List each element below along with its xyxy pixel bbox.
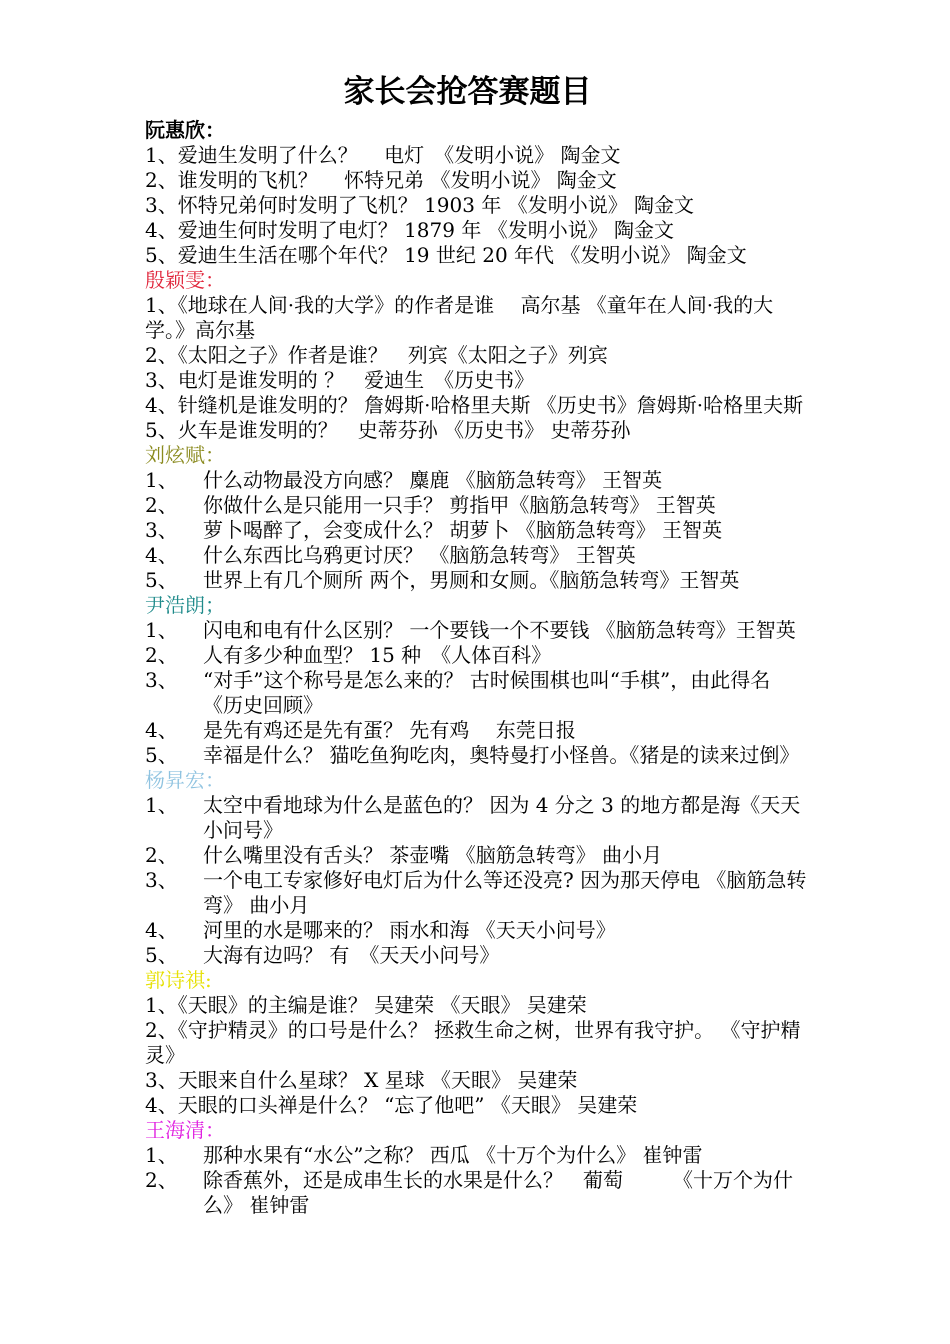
question-number: 1、 [145, 1143, 178, 1167]
section [145, 593, 810, 768]
question-item [145, 543, 810, 568]
question-item: 4、爱迪生何时发明了电灯？ 1879 年 《发明小说》 陶金文 [145, 218, 675, 242]
question-number: 1、 [145, 468, 178, 492]
question-number: 4、 [145, 543, 178, 567]
section [145, 768, 810, 968]
question-number: 2、 [145, 843, 178, 867]
question-text: 人有多少种血型？ 15 种 《人体百科》 [203, 643, 552, 667]
question-item: 4、针缝机是谁发明的？ 詹姆斯·哈格里夫斯 《历史书》詹姆斯·哈格里夫斯 [145, 393, 804, 417]
section-name: 阮惠欣： [145, 118, 225, 142]
question-text: 你做什么是只能用一只手？ 剪指甲《脑筋急转弯》 王智英 [203, 493, 716, 517]
question-item [145, 918, 810, 943]
question-item: 3、怀特兄弟何时发明了飞机？ 1903 年 《发明小说》 陶金文 [145, 193, 695, 217]
question-text: “对手”这个称号是怎么来的？ 古时候围棋也叫“手棋”，由此得名 《历史回顾》 [203, 668, 791, 717]
question-number: 3、 [145, 668, 178, 692]
section-name: 郭诗祺: [145, 968, 212, 992]
question-number: 5、 [145, 568, 178, 592]
question-number: 1、 [145, 793, 178, 817]
question-text: 什么嘴里没有舌头？ 茶壶嘴 《脑筋急转弯》 曲小月 [203, 843, 663, 867]
question-item: 2、《守护精灵》的口号是什么？ 拯救生命之树，世界有我守护。 《守护精灵》 [145, 1018, 801, 1067]
question-number: 3、 [145, 868, 178, 892]
question-text: 那种水果有“水公”之称？ 西瓜 《十万个为什么》 崔钟雷 [203, 1143, 703, 1167]
document-title: 家长会抢答赛题目 [343, 74, 592, 110]
question-text: 太空中看地球为什么是蓝色的？ 因为 4 分之 3 的地方都是海《天天小问号》 [203, 793, 801, 842]
question-item [145, 568, 810, 593]
question-item: 1、《天眼》的主编是谁？ 吴建荣 《天眼》 吴建荣 [145, 993, 587, 1017]
section-name: 殷颖雯： [145, 268, 225, 292]
question-text: 除香蕉外，还是成串生长的水果是什么？ 葡萄 《十万个为什么》 崔钟雷 [203, 1168, 793, 1217]
question-number: 5、 [145, 743, 178, 767]
sections-container [145, 118, 810, 1218]
question-number: 5、 [145, 943, 178, 967]
question-number: 3、 [145, 518, 178, 542]
question-number: 2、 [145, 1168, 178, 1192]
question-item: 4、天眼的口头禅是什么？ “忘了他吧” 《天眼》 吴建荣 [145, 1093, 638, 1117]
section [145, 1118, 810, 1218]
question-item [145, 843, 810, 868]
question-item: 5、爱迪生生活在哪个年代？ 19 世纪 20 年代 《发明小说》 陶金文 [145, 243, 747, 267]
question-number: 2、 [145, 493, 178, 517]
section [145, 118, 810, 268]
question-text: 世界上有几个厕所 两个，男厕和女厕。《脑筋急转弯》王智英 [203, 568, 740, 592]
question-text: 幸福是什么？ 猫吃鱼狗吃肉，奥特曼打小怪兽。《猪是的读来过倒》 [203, 743, 800, 767]
question-item [145, 943, 810, 968]
question-item: 1、《地球在人间·我的大学》的作者是谁 高尔基 《童年在人间·我的大学。》高尔基 [145, 293, 774, 342]
question-text: 闪电和电有什么区别？ 一个要钱一个不要钱 《脑筋急转弯》王智英 [203, 618, 796, 642]
question-item [145, 518, 810, 543]
question-number: 4、 [145, 918, 178, 942]
question-item [145, 868, 810, 918]
question-item: 2、《太阳之子》作者是谁？ 列宾《太阳之子》列宾 [145, 343, 608, 367]
section-name: 杨昇宏： [145, 768, 225, 792]
question-number: 2、 [145, 643, 178, 667]
question-item [145, 1143, 810, 1168]
question-item [145, 793, 810, 843]
question-item: 5、火车是谁发明的？ 史蒂芬孙 《历史书》 史蒂芬孙 [145, 418, 631, 442]
question-item [145, 468, 810, 493]
question-item [145, 1168, 810, 1218]
question-number: 4、 [145, 718, 178, 742]
question-item: 3、电灯是谁发明的 ？ 爱迪生 《历史书》 [145, 368, 535, 392]
question-item [145, 668, 810, 718]
question-number: 1、 [145, 618, 178, 642]
question-item [145, 618, 810, 643]
question-item [145, 718, 810, 743]
document-page [145, 72, 810, 1218]
section-name: 尹浩朗； [145, 593, 225, 617]
section [145, 968, 810, 1118]
question-item: 1、爱迪生发明了什么？ 电灯 《发明小说》 陶金文 [145, 143, 621, 167]
section [145, 443, 810, 593]
question-text: 河里的水是哪来的？ 雨水和海 《天天小问号》 [203, 918, 616, 942]
question-text: 是先有鸡还是先有蛋？ 先有鸡 东莞日报 [203, 718, 576, 742]
question-text: 大海有边吗？ 有 《天天小问号》 [203, 943, 500, 967]
question-text: 萝卜喝醉了，会变成什么？ 胡萝卜 《脑筋急转弯》 王智英 [203, 518, 723, 542]
question-item [145, 743, 810, 768]
question-item: 3、天眼来自什么星球？ X 星球 《天眼》 吴建荣 [145, 1068, 578, 1092]
section-name: 王海清： [145, 1118, 225, 1142]
section [145, 268, 810, 443]
question-text: 一个电工专家修好电灯后为什么等还没亮? 因为那天停电 《脑筋急转弯》 曲小月 [203, 868, 807, 917]
section-name: 刘炫赋： [145, 443, 225, 467]
question-text: 什么动物最没方向感？ 麋鹿 《脑筋急转弯》 王智英 [203, 468, 663, 492]
question-item: 2、谁发明的飞机？ 怀特兄弟 《发明小说》 陶金文 [145, 168, 617, 192]
question-text: 什么东西比乌鸦更讨厌？ 《脑筋急转弯》 王智英 [203, 543, 636, 567]
question-item [145, 493, 810, 518]
question-item [145, 643, 810, 668]
